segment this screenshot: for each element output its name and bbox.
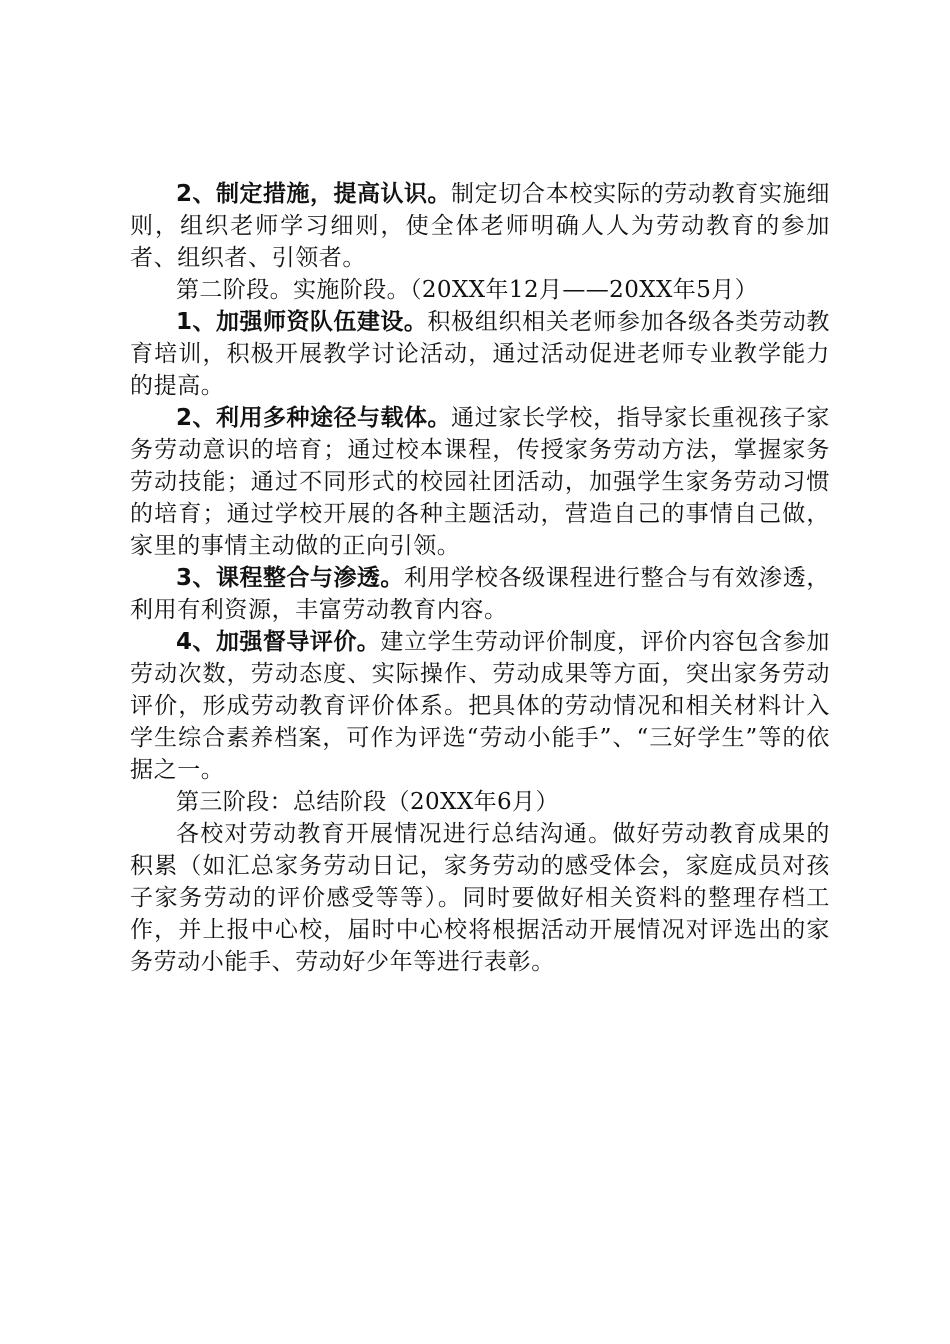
paragraph-heading: 2、利用多种途径与载体。 xyxy=(176,405,451,431)
paragraph-measures xyxy=(130,178,830,274)
paragraph-heading: 3、课程整合与渗透。 xyxy=(176,565,404,591)
paragraph-multiple-channels xyxy=(130,402,830,562)
stage-three-title xyxy=(130,786,830,818)
paragraph-body: 第三阶段：总结阶段（20XX年6月） xyxy=(176,789,559,815)
paragraph-body: 建立学生劳动评价制度，评价内容包含参加劳动次数，劳动态度、实际操作、劳动成果等方面，突出家务劳动评价，形成劳动教育评价体系。把具体的劳动情况和相关材料计入学生综合素养档案，可作为评选“劳动小能手”、“三好学生”等的依据之一。 xyxy=(130,629,830,783)
stage-two-title xyxy=(130,274,830,306)
paragraph-summary xyxy=(130,818,830,978)
paragraph-heading: 2、制定措施，提高认识。 xyxy=(176,181,451,207)
paragraph-curriculum xyxy=(130,562,830,626)
paragraph-body: 第二阶段。实施阶段。（20XX年12月——20XX年5月） xyxy=(176,277,759,303)
paragraph-teacher-team xyxy=(130,306,830,402)
paragraph-body: 制定切合本校实际的劳动教育实施细则，组织老师学习细则，使全体老师明确人人为劳动教育的参加者、组织者、引领者。 xyxy=(130,181,830,271)
paragraph-heading: 1、加强师资队伍建设。 xyxy=(176,309,428,335)
document-page xyxy=(130,178,830,978)
paragraph-body: 利用学校各级课程进行整合与有效渗透，利用有利资源，丰富劳动教育内容。 xyxy=(130,565,830,623)
paragraph-body: 通过家长学校，指导家长重视孩子家务劳动意识的培育；通过校本课程，传授家务劳动方法，掌握家务劳动技能；通过不同形式的校园社团活动，加强学生家务劳动习惯的培育；通过学校开展的各种主题活动，营造自己的事情自己做，家里的事情主动做的正向引领。 xyxy=(130,405,830,559)
paragraph-body: 各校对劳动教育开展情况进行总结沟通。做好劳动教育成果的积累（如汇总家务劳动日记，家务劳动的感受体会，家庭成员对孩子家务劳动的评价感受等等）。同时要做好相关资料的整理存档工作，并上报中心校，届时中心校将根据活动开展情况对评选出的家务劳动小能手、劳动好少年等进行表彰。 xyxy=(130,821,830,975)
paragraph-heading: 4、加强督导评价。 xyxy=(176,629,381,655)
paragraph-body: 积极组织相关老师参加各级各类劳动教育培训，积极开展教学讨论活动，通过活动促进老师专业教学能力的提高。 xyxy=(130,309,831,399)
paragraph-evaluation xyxy=(130,626,830,786)
